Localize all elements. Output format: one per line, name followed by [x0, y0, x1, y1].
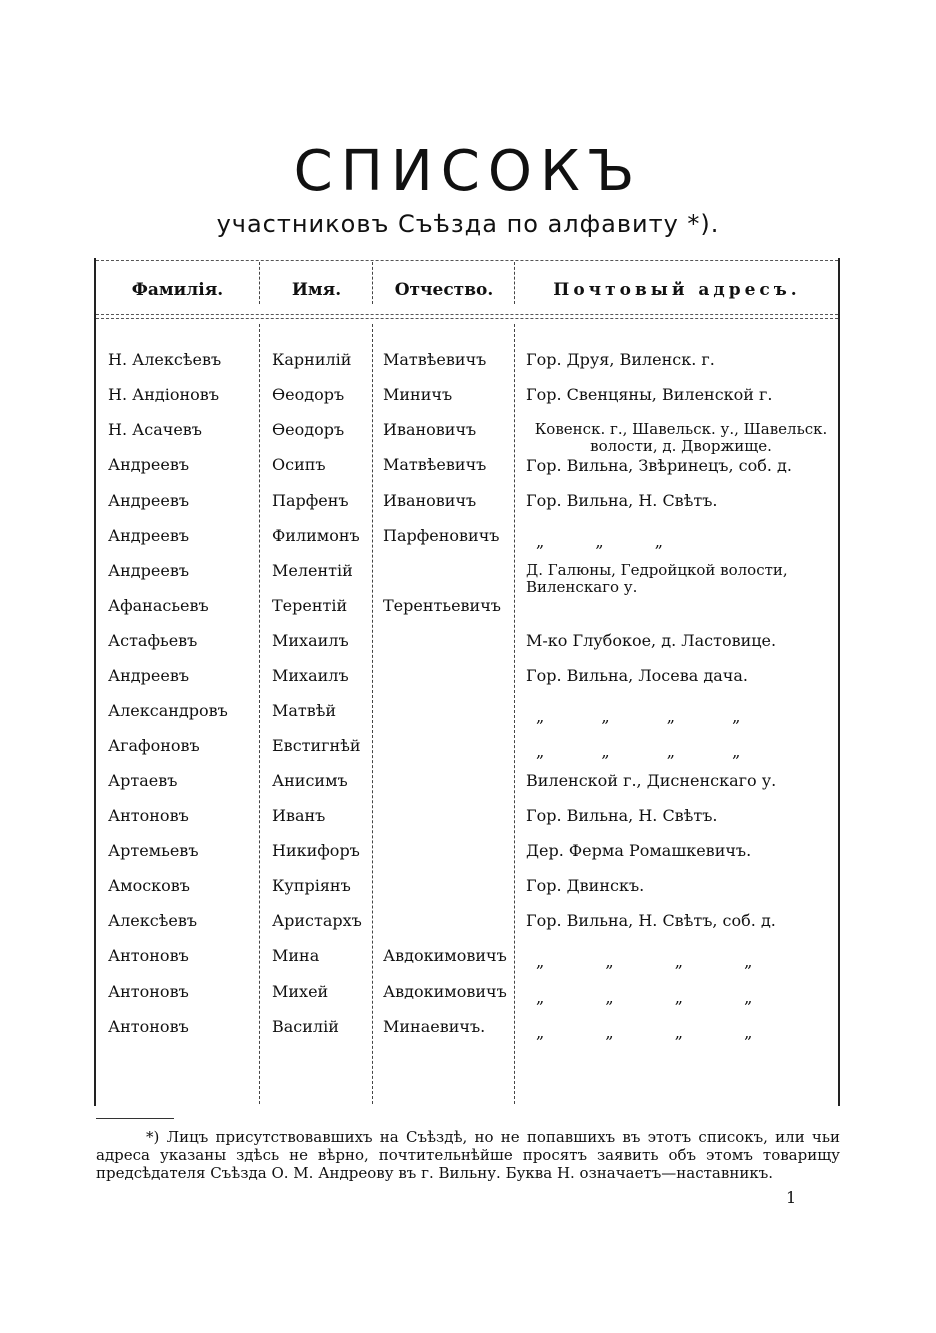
surname-cell: Андреевъ: [108, 491, 189, 510]
table-right-border: [838, 258, 840, 1106]
name-cell: Василій: [272, 1017, 339, 1036]
patronymic-cell: Авдокимовичъ: [383, 982, 507, 1001]
address-cell: Виленской г., Дисненскаго у.: [526, 771, 777, 790]
header-patronymic: Отчество.: [394, 280, 494, 300]
surname-cell: Артаевъ: [108, 771, 178, 790]
name-cell: Терентій: [272, 596, 348, 615]
table-top-rule: [96, 260, 838, 261]
patronymic-cell: Терентьевичъ: [383, 596, 501, 615]
header-bottom-rule: [96, 318, 838, 319]
address-cell: Гор. Вильна, Звѣринецъ, соб. д.: [526, 456, 792, 475]
address-ditto-cell: „ „ „ „: [536, 952, 753, 971]
column-divider: [514, 262, 515, 304]
surname-cell: Антоновъ: [108, 946, 189, 965]
page-number: 1: [786, 1188, 797, 1207]
patronymic-cell: Минаевичъ.: [383, 1017, 486, 1036]
name-cell: Анисимъ: [272, 771, 348, 790]
name-cell: Карнилій: [272, 350, 352, 369]
header-name: Имя.: [291, 280, 342, 300]
name-cell: Матвѣй: [272, 701, 337, 720]
name-cell: Парфенъ: [272, 491, 349, 510]
column-divider: [259, 262, 260, 304]
surname-cell: Антоновъ: [108, 982, 189, 1001]
surname-cell: Н. Асачевъ: [108, 420, 202, 439]
header-bottom-rule: [96, 314, 838, 315]
name-cell: Михей: [272, 982, 329, 1001]
surname-cell: Артемьевъ: [108, 841, 199, 860]
name-cell: Ѳеодоръ: [272, 420, 345, 439]
patronymic-cell: Миничъ: [383, 385, 453, 404]
name-cell: Мина: [272, 946, 320, 965]
address-cell: Д. Галюны, Гедройцкой волости, Виленскаго у.: [526, 561, 788, 596]
address-ditto-cell: „ „ „ „: [536, 988, 753, 1007]
address-ditto-cell: „ „ „: [536, 532, 664, 551]
name-cell: Михаилъ: [272, 666, 349, 685]
page-title: СПИСОКЪ: [293, 139, 643, 204]
address-cell: Ковенск. г., Шавельск. у., Шавельск. волости, д. Дворжище.: [534, 420, 828, 455]
table-left-border: [94, 258, 96, 1106]
address-cell: М-ко Глубокое, д. Ластовицe.: [526, 631, 777, 650]
name-cell: Купріянъ: [272, 876, 351, 895]
address-cell: Гор. Вильна, Н. Свѣтъ.: [526, 806, 718, 825]
name-cell: Филимонъ: [272, 526, 360, 545]
address-ditto-cell: „ „ „ „: [536, 1023, 753, 1042]
patronymic-cell: Авдокимовичъ: [383, 946, 507, 965]
address-cell: Гор. Свенцяны, Виленской г.: [526, 385, 773, 404]
surname-cell: Антоновъ: [108, 1017, 189, 1036]
footnote-rule: [96, 1118, 174, 1119]
surname-cell: Александровъ: [108, 701, 228, 720]
surname-cell: Астафьевъ: [108, 631, 198, 650]
column-divider: [259, 324, 260, 1104]
header-address: Почтовый адресъ.: [553, 280, 801, 300]
name-cell: Иванъ: [272, 806, 326, 825]
column-divider: [514, 324, 515, 1104]
address-cell: Гор. Вильна, Лосева дача.: [526, 666, 748, 685]
patronymic-cell: Ивановичъ: [383, 491, 477, 510]
surname-cell: Н. Андіоновъ: [108, 385, 219, 404]
surname-cell: Алексѣевъ: [108, 911, 198, 930]
patronymic-cell: Матвѣевичъ: [383, 350, 487, 369]
footnote: *) Лицъ присутствовавшихъ на Съѣздѣ, но не попавшихъ въ этотъ списокъ, или чьи адреса указаны здѣсь не вѣрно, почтительнѣйше просятъ заявить объ этомъ товарищу предсѣдателя Съѣзда О. М. Андреову въ г. Вильну. Буква Н. означаетъ—наставникъ.: [96, 1128, 840, 1182]
address-ditto-cell: „ „ „ „: [536, 742, 741, 761]
header-surname: Фамилія.: [131, 280, 224, 300]
surname-cell: Н. Алексѣевъ: [108, 350, 222, 369]
column-divider: [372, 262, 373, 304]
name-cell: Никифоръ: [272, 841, 360, 860]
surname-cell: Антоновъ: [108, 806, 189, 825]
address-cell: Гор. Вильна, Н. Свѣтъ.: [526, 491, 718, 510]
surname-cell: Амосковъ: [108, 876, 190, 895]
surname-cell: Андреевъ: [108, 455, 189, 474]
surname-cell: Андреевъ: [108, 561, 189, 580]
page-subtitle: участниковъ Съѣзда по алфавиту *).: [216, 210, 720, 238]
name-cell: Ѳеодоръ: [272, 385, 345, 404]
address-ditto-cell: „ „ „ „: [536, 707, 741, 726]
name-cell: Мелентій: [272, 561, 353, 580]
name-cell: Аристархъ: [272, 911, 362, 930]
address-cell: Гор. Вильна, Н. Свѣтъ, соб. д.: [526, 911, 776, 930]
address-cell: Дер. Ферма Ромашкевичъ.: [526, 841, 752, 860]
surname-cell: Афанасьевъ: [108, 596, 209, 615]
patronymic-cell: Парфеновичъ: [383, 526, 500, 545]
surname-cell: Агафоновъ: [108, 736, 200, 755]
patronymic-cell: Ивановичъ: [383, 420, 477, 439]
address-cell: Гор. Двинскъ.: [526, 876, 645, 895]
surname-cell: Андреевъ: [108, 666, 189, 685]
name-cell: Михаилъ: [272, 631, 349, 650]
name-cell: Евстигнѣй: [272, 736, 361, 755]
name-cell: Осипъ: [272, 455, 326, 474]
patronymic-cell: Матвѣевичъ: [383, 455, 487, 474]
column-divider: [372, 324, 373, 1104]
surname-cell: Андреевъ: [108, 526, 189, 545]
address-cell: Гор. Друя, Виленск. г.: [526, 350, 715, 369]
